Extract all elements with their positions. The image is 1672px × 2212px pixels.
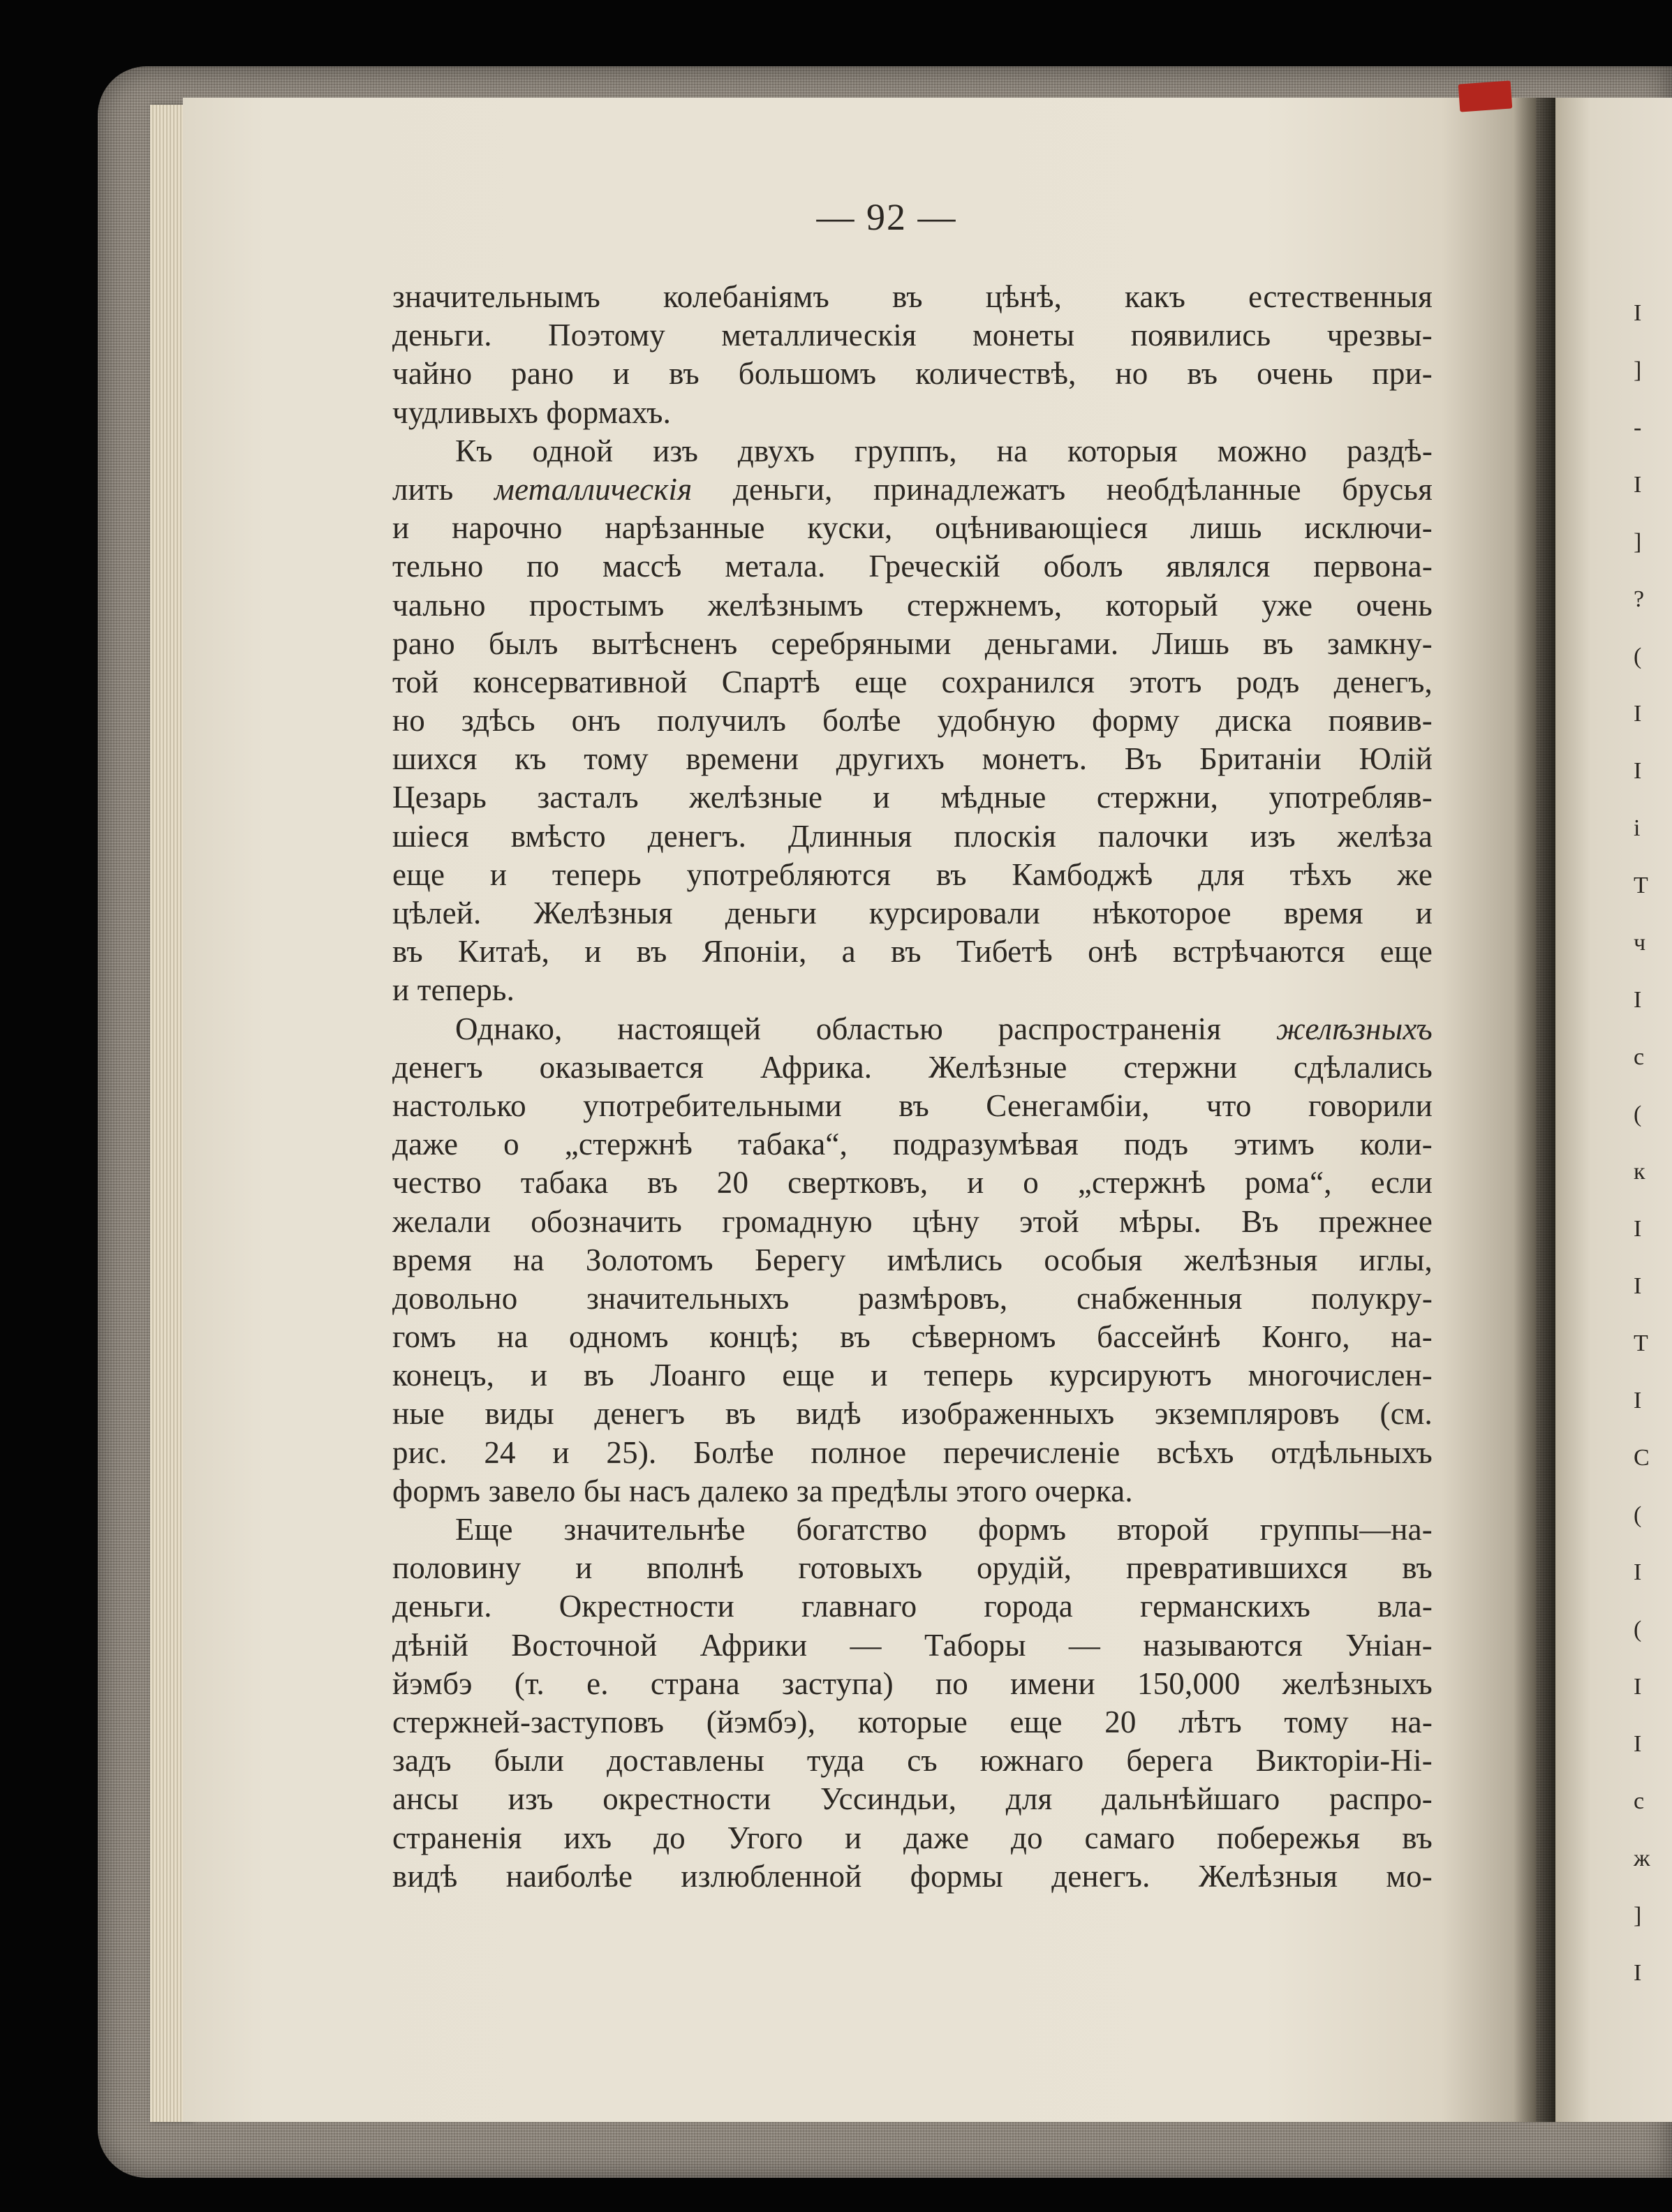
page-number: — 92 — — [816, 196, 957, 238]
facing-page-fragment: с — [1634, 1044, 1645, 1070]
text-line: дѣній Восточной Африки — Таборы — называются Уніан- — [392, 1627, 1433, 1663]
text-line: той консервативной Спартѣ еще сохранился этотъ родъ денегъ, — [392, 664, 1433, 699]
text-line: страненія ихъ до Угого и даже до самаго побережья въ — [392, 1820, 1433, 1855]
italic-term: желѣзныхъ — [1275, 1011, 1433, 1046]
facing-page-fragment: ( — [1634, 1617, 1642, 1642]
text-run: Однако, настоящей областью распространенія — [455, 1011, 1276, 1046]
text-line: довольно значительныхъ размѣровъ, снабженныя полукру- — [392, 1280, 1433, 1316]
facing-page-fragment: І — [1634, 758, 1642, 784]
page-gutter-shadow — [1514, 98, 1555, 2122]
facing-page-fragment: к — [1634, 1159, 1645, 1185]
text-run: лить — [392, 471, 495, 507]
text-line: рано былъ вытѣсненъ серебряными деньгами. Лишь въ замкну- — [392, 625, 1433, 661]
text-line: задъ были доставлены туда съ южнаго берега Викторіи-Ні- — [392, 1743, 1433, 1779]
text-line: видѣ наиболѣе излюбленной формы денегъ. Желѣзныя мо- — [392, 1858, 1433, 1894]
facing-page-fragment: с — [1634, 1788, 1645, 1814]
facing-page — [1555, 98, 1672, 2122]
text-line: шіеся вмѣсто денегъ. Длинныя плоскія палочки изъ желѣза — [392, 818, 1433, 854]
facing-page-fragment: ( — [1634, 1101, 1642, 1127]
text-line: Цезарь засталъ желѣзные и мѣдные стержни, употребляв- — [392, 780, 1433, 815]
text-line: денегъ оказывается Африка. Желѣзные стержни сдѣлались — [392, 1049, 1433, 1085]
facing-page-fragment: ( — [1634, 644, 1642, 669]
facing-page-fragment: С — [1634, 1445, 1650, 1471]
facing-page-fragment: ] — [1634, 357, 1642, 383]
text-line: ные виды денегъ въ видѣ изображенныхъ экземпляровъ (см. — [392, 1396, 1433, 1432]
text-line: и нарочно нарѣзанные куски, оцѣнивающіеся лишь исключи- — [392, 510, 1433, 546]
text-line — [392, 1010, 1433, 1048]
text-run: деньги, принадлежатъ необдѣланные брусья — [692, 471, 1433, 507]
italic-term: металлическія — [494, 471, 693, 507]
facing-page-fragment: І — [1634, 1273, 1642, 1299]
text-line: чество табака въ 20 свертковъ, и о „стержнѣ рома“, если — [392, 1165, 1433, 1201]
facing-page-fragment: І — [1634, 987, 1642, 1013]
facing-page-fragment: ж — [1634, 1846, 1650, 1871]
text-line: ансы изъ окрестности Уссиндьи, для дальнѣйшаго распро- — [392, 1781, 1433, 1817]
text-line: деньги. Поэтому металлическія монеты появились чрезвы- — [392, 318, 1433, 353]
text-line: чайно рано и въ большомъ количествѣ, но въ очень при- — [392, 356, 1433, 392]
text-line: Къ одной изъ двухъ группъ, на которыя можно раздѣ- — [455, 433, 1433, 468]
facing-page-fragment: І — [1634, 1216, 1642, 1242]
text-line: гомъ на одномъ концѣ; въ сѣверномъ бассейнѣ Конго, на- — [392, 1319, 1433, 1355]
text-line: но здѣсь онъ получилъ болѣе удобную форму диска появив- — [392, 703, 1433, 738]
facing-page-fragment: І — [1634, 1559, 1642, 1585]
text-line: желали обозначить громадную цѣну этой мѣры. Въ прежнее — [392, 1203, 1433, 1239]
facing-page-fragment: ( — [1634, 1502, 1642, 1528]
facing-page-fragment: І — [1634, 1388, 1642, 1413]
text-line: еще и теперь употребляются въ Камбоджѣ для тѣхъ же — [392, 856, 1433, 892]
text-line: чудливыхъ формахъ. — [392, 394, 672, 430]
text-line: деньги. Окрестности главнаго города германскихъ вла- — [392, 1589, 1433, 1624]
text-line: конецъ, и въ Лоанго еще и теперь курсируютъ многочислен- — [392, 1358, 1433, 1393]
facing-page-fragment: і — [1634, 815, 1641, 841]
bookmark-ribbon — [1458, 80, 1513, 112]
text-line: тельно по массѣ метала. Греческій оболъ являлся первона- — [392, 549, 1433, 584]
text-line — [392, 470, 1433, 509]
facing-page-fragment: - — [1634, 415, 1642, 440]
text-line: время на Золотомъ Берегу имѣлись особыя желѣзныя иглы, — [392, 1242, 1433, 1277]
facing-page-fragment: ] — [1634, 1903, 1642, 1929]
text-line: йэмбэ (т. е. страна заступа) по имени 150,000 желѣзныхъ — [392, 1665, 1433, 1701]
facing-page-fragment: I — [1634, 472, 1642, 498]
text-line: шихся къ тому времени другихъ монетъ. Въ Британіи Юлій — [392, 741, 1433, 777]
text-line: настолько употребительными въ Сенегамбіи, что говорили — [392, 1088, 1433, 1123]
text-line: Еще значительнѣе богатство формъ второй группы—на- — [455, 1512, 1433, 1547]
facing-page-fragment: Т — [1634, 1330, 1648, 1356]
text-line: значительнымъ колебаніямъ въ цѣнѣ, какъ естественныя — [392, 279, 1433, 314]
facing-page-fragment: ? — [1634, 586, 1645, 612]
facing-page-fragment: І — [1634, 1674, 1642, 1700]
text-line: цѣлей. Желѣзныя деньги курсировали нѣкоторое время и — [392, 896, 1433, 930]
facing-page-fragment: ] — [1634, 529, 1642, 555]
text-line: и теперь. — [392, 972, 515, 1008]
body-text — [392, 278, 1433, 1896]
facing-page-fragment: I — [1634, 300, 1642, 326]
text-line: половину и вполнѣ готовыхъ орудій, превратившихся въ — [392, 1550, 1433, 1586]
facing-page-fragment: І — [1634, 1960, 1642, 1986]
facing-page-fragment: Т — [1634, 873, 1648, 898]
text-line: формъ завело бы насъ далеко за предѣлы этого очерка. — [392, 1473, 1133, 1508]
facing-page-fragment: І — [1634, 1731, 1642, 1757]
facing-page-fragment: ч — [1634, 930, 1646, 956]
text-line: чально простымъ желѣзнымъ стержнемъ, который уже очень — [392, 587, 1433, 623]
text-line: рис. 24 и 25). Болѣе полное перечисленіе всѣхъ отдѣльныхъ — [392, 1434, 1433, 1470]
text-line: въ Китаѣ, и въ Японіи, а въ Тибетѣ онѣ встрѣчаются еще — [392, 934, 1433, 970]
text-line: стержней-заступовъ (йэмбэ), которые еще 20 лѣтъ тому на- — [392, 1704, 1433, 1739]
facing-page-fragment: І — [1634, 701, 1642, 727]
text-line: даже о „стержнѣ табака“, подразумѣвая подъ этимъ коли- — [392, 1127, 1433, 1162]
